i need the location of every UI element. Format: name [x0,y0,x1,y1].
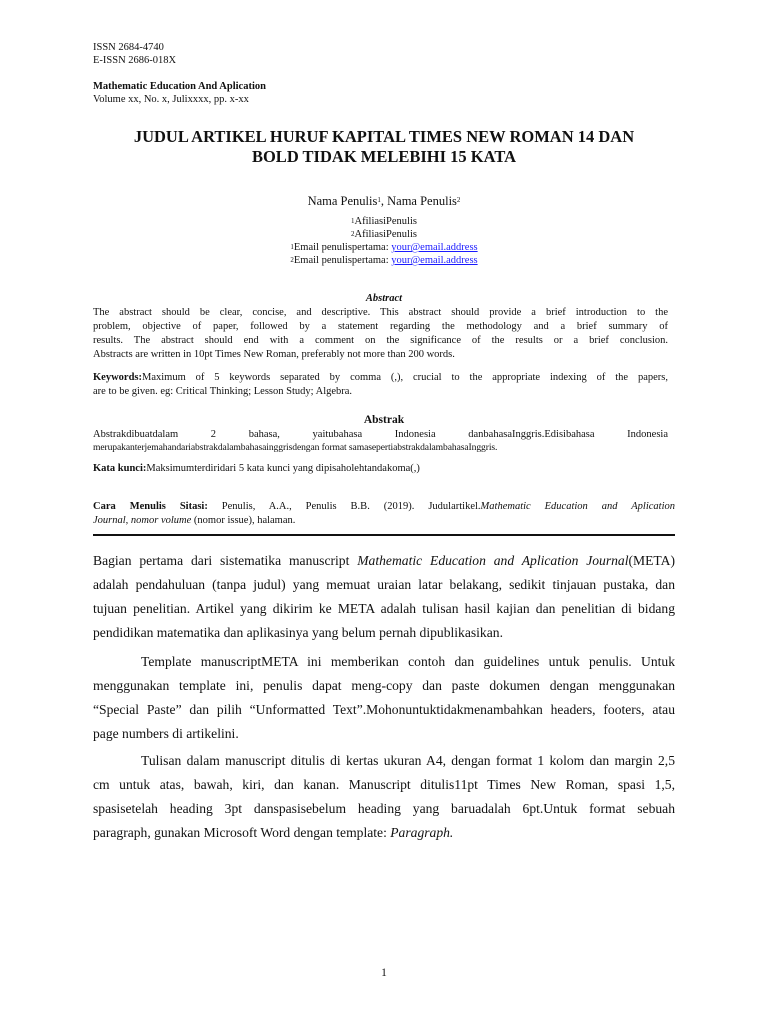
volume-line: Volume xx, No. x, Julixxxx, pp. x-xx [93,94,249,105]
author-1: Nama Penulis [307,194,378,208]
abstrak-line-2: merupakanterjemahandariabstrakdalambahasainggrisdengan format samasepertiabstrakdalambahasaInggris. [93,442,498,453]
abstrak-line-1: Abstrakdibuatdalam 2 bahasa, yaitubahasa Indonesia danbahasaInggris.Edisibahasa Indonesia [93,429,668,440]
body-p2-line-1: Template manuscriptMETA ini memberikan contoh dan guidelines untuk penulis. Untuk [141,654,675,669]
email-2: $^2$Email penulispertama: your@email.address [290,255,478,266]
citation-label: Cara Menulis Sitasi: [93,501,208,512]
author-2: Nama Penulis [387,194,457,208]
article-title [93,127,675,167]
keywords-text-1: Maximum of 5 keywords separated by comma (,), crucial to the appropriate indexing of the papers, [142,372,668,383]
email-link-2[interactable]: your@email.address [391,255,478,266]
title-line-2: BOLD TIDAK MELEBIHI 15 KATA [251,147,517,166]
keywords-label: Keywords: [93,372,142,383]
body-p3-line-3: spasisetelah heading 3pt danspasisebelum heading yang baruadalah 6pt.Untuk format sebuah [93,801,675,816]
body-p3-line-1: Tulisan dalam manuscript ditulis di kertas ukuran A4, dengan format 1 kolom dan margin 2,5 [141,753,675,768]
body-p2-line-2: menggunakan template ini, penulis dapat meng-copy dan paste dokumen dengan menggunakan [93,678,675,693]
abstract-line-4: Abstracts are written in 10pt Times New Roman, preferably not more than 200 words. [93,349,455,360]
body-p1-line-3: tujuan penelitian. Artikel yang dikirim ke META adalah tulisan hasil kajian dan penelitian di bidang [93,601,675,616]
abstract-line-3: results. The abstract should end with a comment on the significance of the results or a brief conclusion. [93,335,668,346]
kata-kunci-label: Kata kunci: [93,463,147,474]
author-separator: , [380,194,388,208]
citation-line-2: Journal, nomor volume (nomor issue), halaman. [93,515,296,526]
abstract-heading: Abstract [365,293,403,304]
issn-line: ISSN 2684-4740 [93,42,164,53]
body-p2-line-4: page numbers di artikelini. [93,726,239,741]
body-p3-line-4: paragraph, gunakan Microsoft Word dengan template: Paragraph. [93,825,454,840]
body-p1-line-1: Bagian pertama dari sistematika manuscript Mathematic Education and Aplication Journal(META) [93,553,675,568]
section-divider [93,534,675,536]
keywords-line-1 [93,372,668,384]
author-1-sup: 1 [377,196,381,204]
email-1: $^1$Email penulispertama: your@email.address [290,242,478,253]
author-2-sup: 2 [456,196,461,204]
abstrak-heading: Abstrak [363,414,405,426]
abstract-line-1: The abstract should be clear, concise, and descriptive. This abstract should provide a brief introduction to the [93,307,668,318]
kata-kunci-line [93,463,668,475]
keywords-line-2: are to be given. eg: Critical Thinking; Lesson Study; Algebra. [93,386,353,397]
journal-name: Mathematic Education And Aplication [93,81,266,92]
eissn-line: E-ISSN 2686-018X [93,55,177,66]
citation-line-1: Cara Menulis Sitasi: Penulis, A.A., Penulis B.B. (2019). Judulartikel.Mathematic Education and Aplication [93,501,675,512]
affiliation-2: $^2$AfiliasiPenulis [351,229,417,240]
body-p1-line-2: adalah pendahuluan (tanpa judul) yang memuat uraian latar belakang, sedikit tinjauan pustaka, dan [93,577,675,592]
author-line [93,194,675,209]
body-p1-line-4: pendidikan matematika dan aplikasinya yang belum pernah dipublikasikan. [93,625,503,640]
title-line-1: JUDUL ARTIKEL HURUF KAPITAL TIMES NEW ROMAN 14 DAN [133,127,635,146]
body-p3-line-2: cm untuk atas, bawah, kiri, dan kanan. Manuscript ditulis11pt Times New Roman, spasi 1,5, [93,777,675,792]
affiliation-1: $^1$AfiliasiPenulis [351,216,417,227]
email-link-1[interactable]: your@email.address [391,242,478,253]
abstract-line-2: problem, objective of paper, followed by a statement regarding the methodology and a brief summary of [93,321,668,332]
page-number: 1 [381,967,387,979]
body-p2-line-3: “Special Paste” dan pilih “Unformatted Text”.Mohonuntuktidakmenambahkan headers, footers, atau [93,702,675,717]
kata-kunci-text: Maksimumterdiridari 5 kata kunci yang dipisaholehtandakoma(,) [146,463,420,474]
